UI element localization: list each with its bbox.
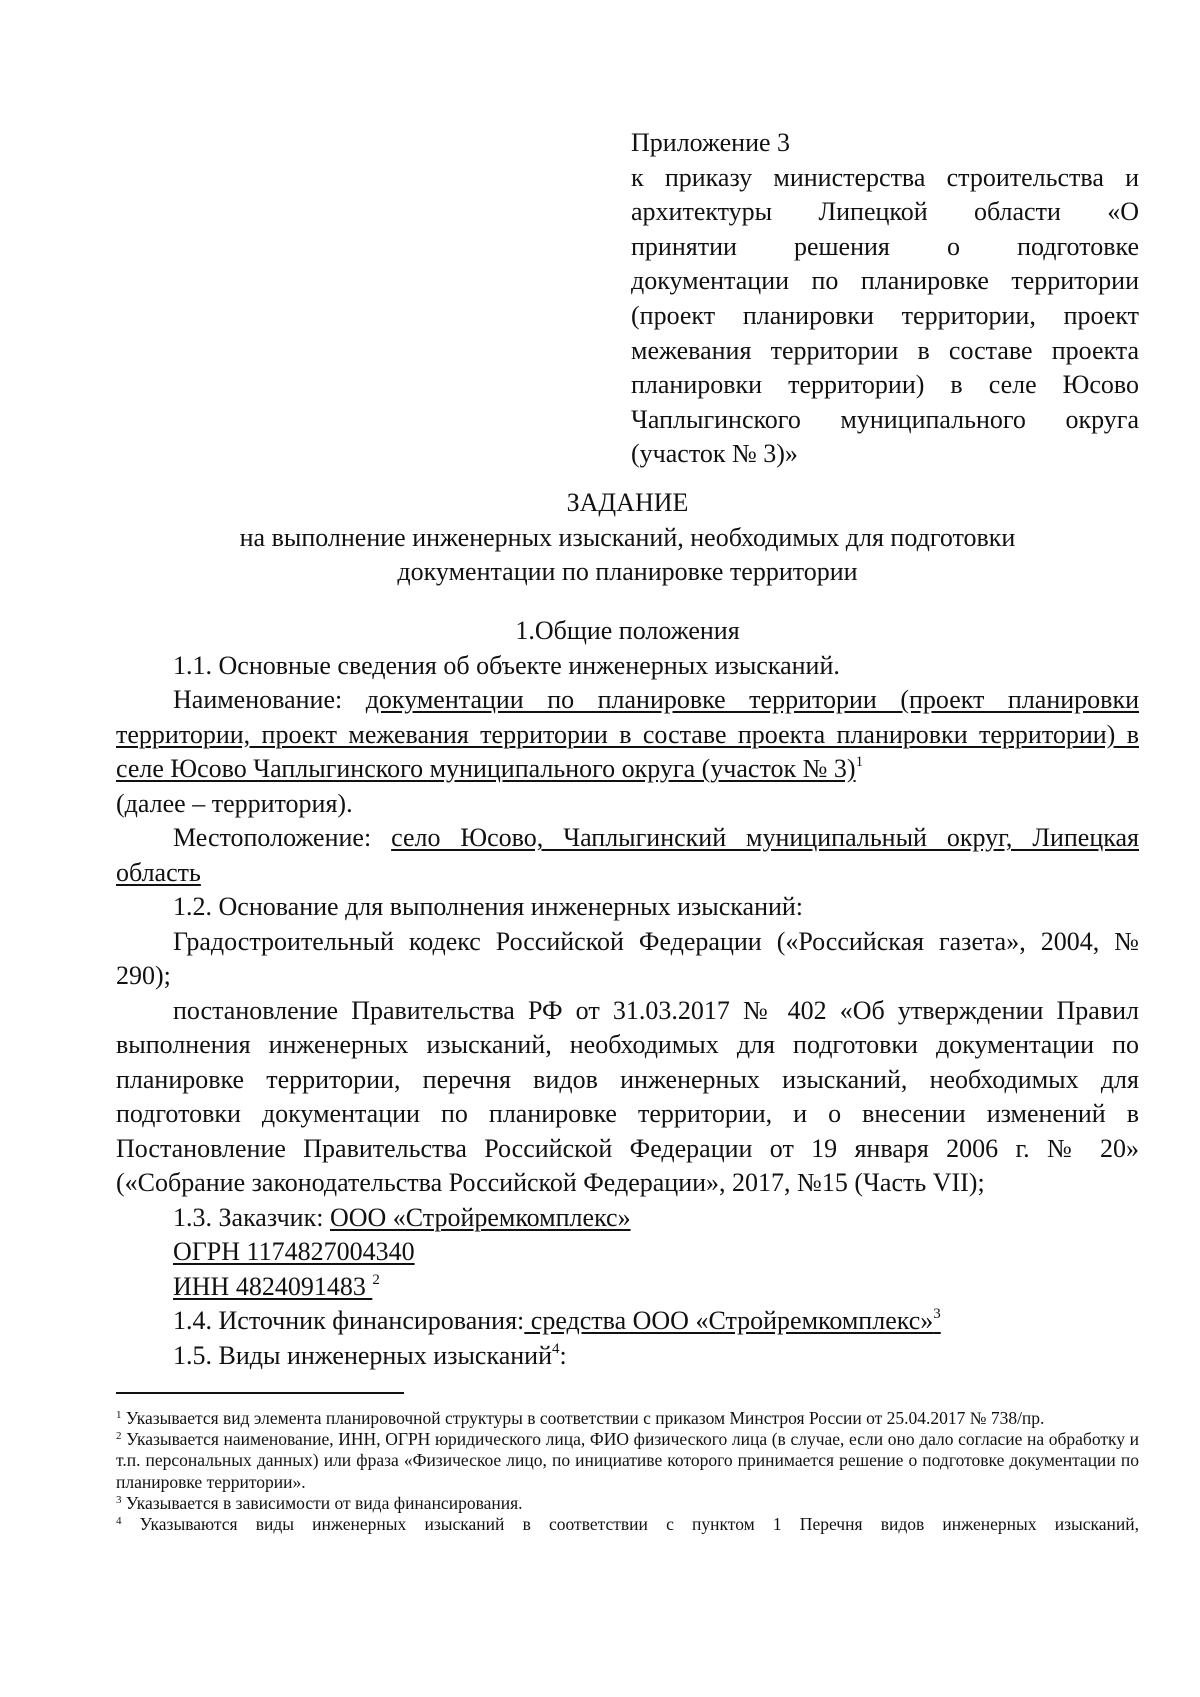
object-name-label: Наименование:	[173, 685, 366, 714]
customer-label: 1.3. Заказчик:	[173, 1202, 330, 1232]
footnote-ref: 2	[372, 1271, 380, 1288]
footnote-ref: 4	[552, 1340, 560, 1357]
customer-ogrn: ОГРН 1174827004340	[173, 1237, 415, 1266]
funding-value: средства ООО «Стройремкомплекс»$^3$	[524, 1306, 941, 1335]
section-heading: 1.Общие положения	[515, 616, 740, 645]
title-heading: ЗАДАНИЕ	[566, 488, 689, 517]
customer-inn: ИНН 4824091483 $^2$	[173, 1271, 380, 1301]
appendix-line: к приказу министерства строительства и	[631, 162, 1139, 192]
appendix-line: принятии решения о подготовке	[631, 231, 1139, 261]
footnote-ref: 3	[933, 1306, 941, 1322]
appendix-header	[631, 126, 1139, 472]
basis-item: Градостроительный кодекс Российской Федерации («Российская газета», 2004, № 290);	[116, 926, 1139, 990]
object-name-value: документации по планировке территории (проект планировки территории, проект межевания территории в составе проекта планировки территории) в селе Юсово Чаплыгинского муниципального округа (участок № 3)	[116, 685, 1139, 783]
footnote-ref: 1	[855, 754, 864, 770]
footnote: $^2$ Указывается наименование, ИНН, ОГРН юридического лица, ФИО физического лица (в случае, если оно дало согласие на обработку и т.п. персональных данных) или фраза «Физическое лицо, по инициативе которого принимается решение о подготовке документации по планировке территории».	[116, 1429, 1139, 1492]
object-name-tail: (далее – территория).	[116, 788, 353, 818]
location-paragraph	[116, 821, 1139, 890]
footnote: $^3$ Указывается в зависимости от вида финансирования.	[116, 1492, 523, 1513]
appendix-line: документации по планировке территории	[631, 266, 1139, 296]
section-general	[116, 614, 1139, 1373]
location-label: Местоположение:	[173, 823, 392, 852]
appendix-line: архитектуры Липецкой области «О	[631, 197, 1139, 227]
title-subtitle-line: на выполнение инженерных изысканий, необходимых для подготовки	[239, 522, 1016, 552]
clause-1-5: 1.5. Виды инженерных изысканий$^4$:	[173, 1340, 567, 1370]
footnote-separator	[116, 1392, 404, 1394]
appendix-line: (участок № 3)»	[631, 439, 798, 469]
location-value: село Юсово, Чаплыгинский муниципальный округ, Липецкая область	[116, 823, 1139, 887]
customer-value: ООО «Стройремкомплекс»	[329, 1202, 631, 1232]
object-name-paragraph	[116, 683, 1139, 787]
document-title	[116, 486, 1139, 590]
footnote: $^1$ Указывается вид элемента планировочной структуры в соответствии с приказом Минстроя России от 25.04.2017 № 738/пр.	[116, 1408, 1045, 1428]
clause-1-3	[116, 1201, 1139, 1236]
footnote: $^4$ Указываются виды инженерных изысканий в соответствии с пунктом 1 Перечня видов инженерных изысканий,	[116, 1514, 1139, 1535]
funding-label: 1.4. Источник финансирования:	[173, 1306, 525, 1335]
appendix-line: межевания территории в составе проекта	[631, 335, 1139, 365]
basis-item: постановление Правительства РФ от 31.03.2017 № 402 «Об утверждении Правил выполнения инженерных изысканий, необходимых для подготовки документации по планировке территории, перечня видов инженерных изысканий, необходимых для подготовки документации по планировке территории, и о внесении изменений в Постановление Правительства Российской Федерации от 19 января 2006 г. № 20» («Собрание законодательства Российской Федерации», 2017, №15 (Часть VII);	[116, 995, 1139, 1197]
footnotes	[116, 1408, 1139, 1535]
appendix-line: Приложение 3	[631, 128, 791, 157]
title-subtitle-line: документации по планировке территории	[397, 557, 858, 586]
clause-1-2: 1.2. Основание для выполнения инженерных изысканий:	[173, 892, 804, 921]
appendix-line: планировки территории) в селе Юсово	[631, 370, 1139, 400]
appendix-line: Чаплыгинского муниципального округа	[631, 404, 1139, 434]
appendix-line: (проект планировки территории, проект	[631, 300, 1139, 330]
clause-1-1: 1.1. Основные сведения об объекте инженерных изысканий.	[173, 650, 840, 680]
clause-1-4	[116, 1304, 1139, 1339]
